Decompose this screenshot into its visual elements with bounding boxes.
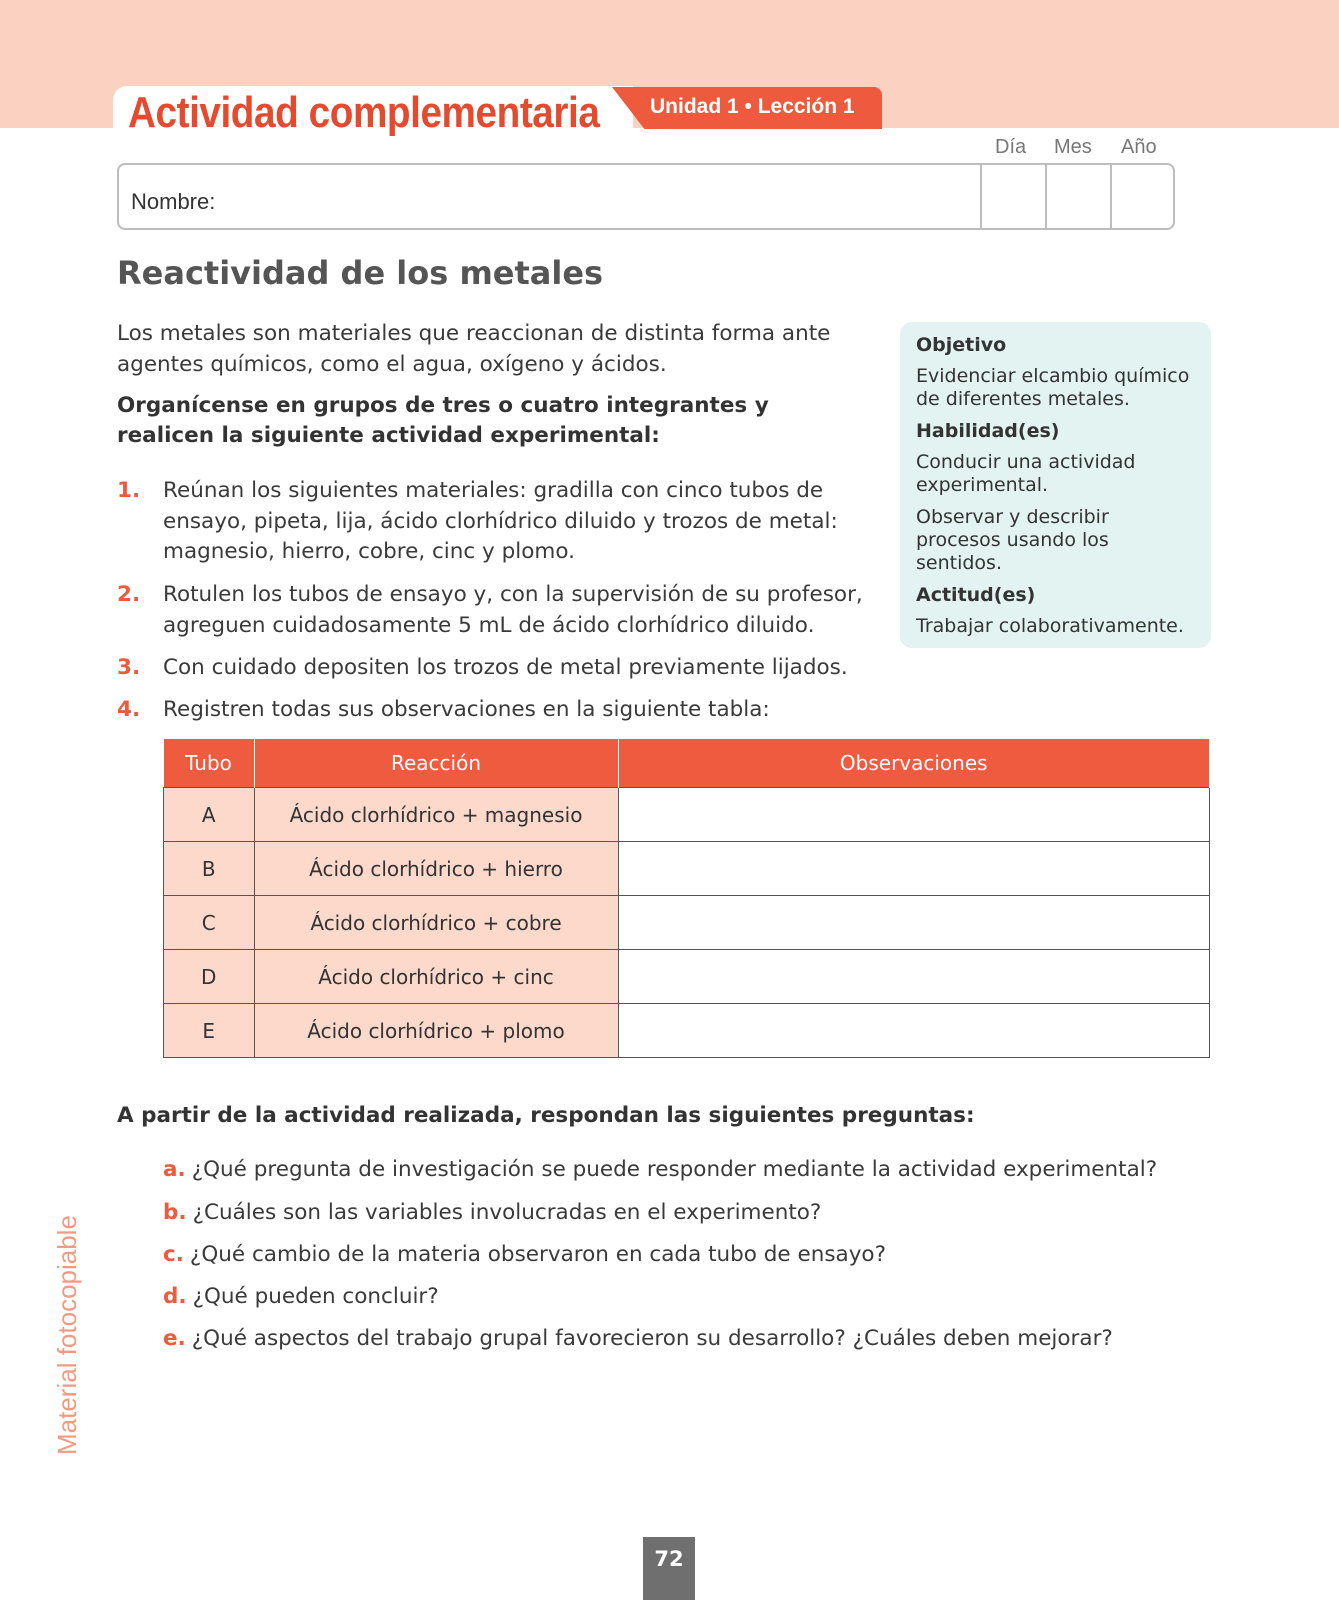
reaccion-cell: Ácido clorhídrico + cinc (254, 950, 618, 1004)
reaccion-cell: Ácido clorhídrico + magnesio (254, 788, 618, 842)
question-text: ¿Qué cambio de la materia observaron en cada tubo de ensayo? (189, 1242, 886, 1267)
table-row (164, 896, 1210, 950)
question-letter: c. (163, 1242, 184, 1267)
question-letter: d. (163, 1284, 187, 1309)
step-number: 3. (117, 655, 141, 680)
attitude-text: Trabajar colaborativamente. (916, 615, 1184, 637)
table-row (164, 788, 1210, 842)
name-label: Nombre: (131, 189, 216, 214)
skill-item: Observar y describir procesos usando los sentidos. (916, 506, 1109, 574)
question-item (163, 1326, 1113, 1351)
step-number: 2. (117, 582, 141, 607)
step-text: Reúnan los siguientes materiales: gradilla con cinco tubos de ensayo, pipeta, lija, ácido clorhídrico diluido y trozos de metal: magnesio, hierro, cobre, cinc y plomo. (163, 478, 838, 564)
question-text: ¿Qué pueden concluir? (192, 1284, 439, 1309)
observation-cell[interactable] (618, 896, 1210, 950)
instruction-paragraph: Organícense en grupos de tres o cuatro integrantes y realicen la siguiente actividad experimental: (117, 393, 769, 448)
question-letter: a. (163, 1157, 186, 1182)
month-label: Mes (1054, 136, 1092, 158)
table-row (164, 1004, 1210, 1058)
unit-lesson-label: Unidad 1 • Lección 1 (650, 95, 855, 118)
year-label: Año (1121, 136, 1157, 158)
question-text: ¿Cuáles son las variables involucradas en el experimento? (192, 1200, 822, 1225)
tubo-cell: C (164, 896, 255, 950)
tubo-cell: A (164, 788, 255, 842)
tubo-cell: D (164, 950, 255, 1004)
step-text: Rotulen los tubos de ensayo y, con la supervisión de su profesor, agreguen cuidadosamente 5 mL de ácido clorhídrico diluido. (163, 582, 863, 638)
questions-intro: A partir de la actividad realizada, respondan las siguientes preguntas: (117, 1103, 975, 1128)
observation-cell[interactable] (618, 950, 1210, 1004)
question-letter: e. (163, 1326, 186, 1351)
day-label: Día (995, 136, 1027, 158)
step-number: 4. (117, 697, 141, 722)
section-title: Reactividad de los metales (117, 254, 604, 292)
table-row (164, 950, 1210, 1004)
question-text: ¿Qué aspectos del trabajo grupal favorecieron su desarrollo? ¿Cuáles deben mejorar? (191, 1326, 1113, 1351)
reaccion-cell: Ácido clorhídrico + hierro (254, 842, 618, 896)
table-row (164, 842, 1210, 896)
page-title: Actividad complementaria (128, 88, 600, 137)
question-item (163, 1284, 439, 1309)
skills-heading: Habilidad(es) (916, 420, 1060, 442)
name-date-box (117, 163, 1175, 230)
intro-paragraph: Los metales son materiales que reaccionan de distinta forma ante agentes químicos, como el agua, oxígeno y ácidos. (117, 321, 831, 377)
observation-cell[interactable] (618, 788, 1210, 842)
observation-cell[interactable] (618, 842, 1210, 896)
observations-table (163, 739, 1210, 1058)
question-item (163, 1242, 886, 1267)
question-letter: b. (163, 1200, 187, 1225)
header-reaccion: Reacción (254, 739, 618, 788)
step-number: 1. (117, 478, 141, 503)
question-text: ¿Qué pregunta de investigación se puede responder mediante la actividad experimental? (191, 1157, 1158, 1182)
header-observaciones: Observaciones (618, 739, 1210, 788)
table-header-row (164, 739, 1210, 788)
attitudes-heading: Actitud(es) (916, 584, 1036, 606)
objective-box (900, 322, 1211, 648)
step-text: Registren todas sus observaciones en la siguiente tabla: (163, 697, 770, 722)
day-field[interactable] (980, 165, 982, 228)
reaccion-cell: Ácido clorhídrico + cobre (254, 896, 618, 950)
observation-cell[interactable] (618, 1004, 1210, 1058)
question-item (163, 1200, 821, 1225)
objective-text: Evidenciar elcambio químico de diferentes metales. (916, 365, 1190, 410)
page-number: 72 (643, 1537, 695, 1600)
step-text: Con cuidado depositen los trozos de metal previamente lijados. (163, 655, 848, 680)
tubo-cell: E (164, 1004, 255, 1058)
question-item (163, 1157, 1157, 1182)
objective-heading: Objetivo (916, 334, 1007, 356)
reaccion-cell: Ácido clorhídrico + plomo (254, 1004, 618, 1058)
year-field[interactable] (1110, 165, 1112, 228)
photocopiable-label: Material fotocopiable (52, 1215, 82, 1455)
month-field[interactable] (1045, 165, 1047, 228)
header-tubo: Tubo (164, 739, 255, 788)
skill-item: Conducir una actividad experimental. (916, 451, 1136, 496)
tubo-cell: B (164, 842, 255, 896)
